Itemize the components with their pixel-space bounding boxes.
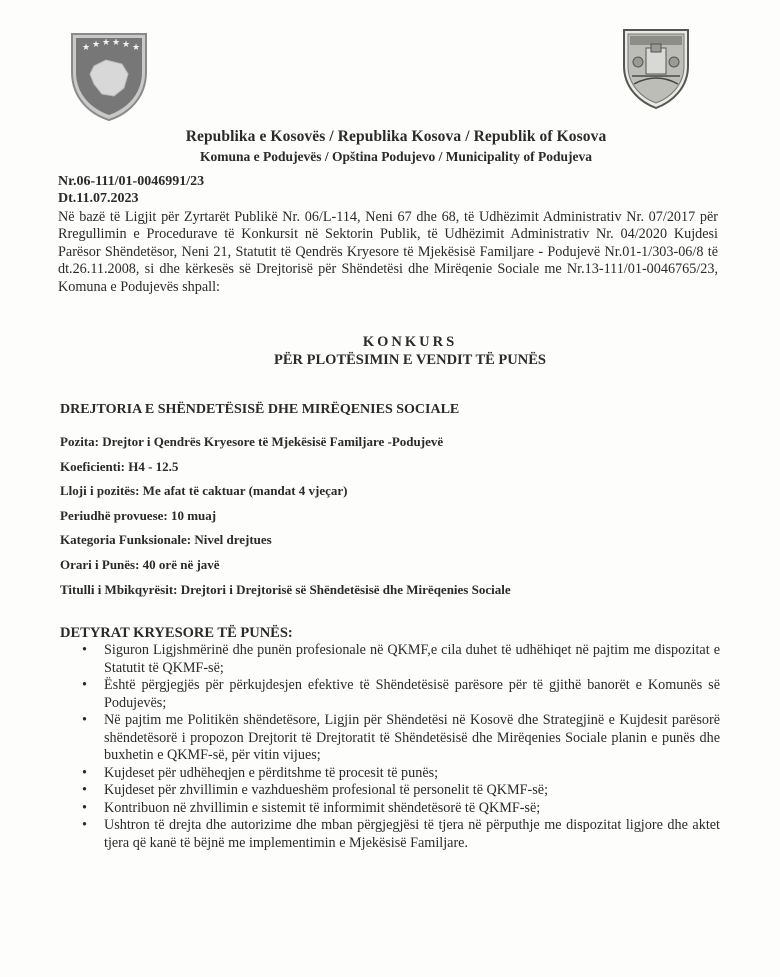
- duty-item: • Është përgjegjës për përkujdesjen efektive të Shëndetësisë parësore për të gjithë banorët e Komunës së Podujevës;: [80, 677, 720, 712]
- duty-item: • Në pajtim me Politikën shëndetësore, Ligjin për Shëndetësi në Kosovë dhe Strategjinë e Kujdesit parësorë shëndetësorë i propozon Drejtorit të Drejtoratit të Shëndetësisë dhe Mirëqenies Sociale planin e punës dhe buxhetin e QKMF-së, për vitin vijues;: [80, 712, 720, 765]
- konkurs-heading: [0, 333, 780, 369]
- reference-date: Dt.11.07.2023: [58, 191, 139, 206]
- intro-paragraph: Në bazë të Ligjit për Zyrtarët Publikë Nr. 06/L-114, Neni 67 dhe 68, të Udhëzimit Administrativ Nr. 07/2017 për Rregullimin e Procedurave të Konkursit në Sektorin Publik, të Udhëzimit Administrativ Nr. 04/2020 Kujdesi Parësor Shëndetësor, Neni 21, Statutit të Qendrës Kryesore të Mjekësisë Familjare - Podujevë Nr.01-1/303-06/8 të dt.26.11.2008, si dhe kërkesës së Drejtorisë për Shëndetësi dhe Mirëqenie Sociale me Nr.13-111/01-0046765/23, Komuna e Podujevës shpall:: [58, 209, 718, 295]
- field-position-type: Lloji i pozitës: Me afat të caktuar (mandat 4 vjeçar): [60, 483, 348, 499]
- document-header: [0, 128, 780, 165]
- duties-list: [80, 642, 720, 852]
- field-functional-category: Kategoria Funksionale: Nivel drejtues: [60, 532, 272, 548]
- field-supervisor-title: Titulli i Mbikqyrësit: Drejtori i Drejtorisë së Shëndetësisë dhe Mirëqenies Sociale: [60, 581, 511, 597]
- field-position: Pozita: Drejtor i Qendrës Kryesore të Mjekësisë Familjare -Podujevë: [60, 434, 444, 449]
- duty-item: • Kujdeset për udhëheqjen e përditshme të procesit të punës;: [80, 765, 720, 783]
- konkurs-title: KONKURS: [362, 334, 458, 350]
- duties-heading: DETYRAT KRYESORE TË PUNËS:: [60, 625, 293, 641]
- svg-text:★: ★: [82, 43, 91, 53]
- duty-item: • Ushtron të drejta dhe autorizime dhe mban përgjegjësi të tjera në përputhje me dispozitat ligjore dhe aktet tjera që kanë të bëjnë me implementimin e Mjekësisë Familjare.: [80, 817, 720, 852]
- document-reference: [58, 173, 204, 207]
- svg-text:★: ★: [92, 40, 101, 50]
- country-title: Republika e Kosovës / Republika Kosova / Republik of Kosova: [185, 128, 607, 145]
- field-work-hours: Orari i Punës: 40 orë në javë: [60, 556, 220, 572]
- svg-text:★: ★: [122, 40, 131, 50]
- reference-number: Nr.06-111/01-0046991/23: [58, 174, 205, 189]
- department-heading: DREJTORIA E SHËNDETËSISË DHE MIRËQENIES SOCIALE: [60, 402, 460, 417]
- svg-text:★: ★: [102, 38, 111, 48]
- field-coefficient: Koeficienti: H4 - 12.5: [60, 458, 179, 474]
- duty-item: • Kontribuon në zhvillimin e sistemit të informimit shëndetësorë të QKMF-së;: [80, 800, 720, 818]
- duty-item: • Siguron Ligjshmërinë dhe punën profesionale në QKMF,e cila duhet të udhëhiqet në pajtim me dispozitat e Statutit të QKMF-së;: [80, 642, 720, 677]
- kosovo-coat-of-arms-icon: [66, 28, 152, 124]
- svg-text:★: ★: [112, 38, 121, 48]
- municipality-title: Komuna e Podujevës / Opština Podujevo / Municipality of Podujeva: [200, 149, 592, 164]
- konkurs-subtitle: PËR PLOTËSIMIN E VENDIT TË PUNËS: [274, 352, 546, 368]
- duty-item: • Kujdeset për zhvillimin e vazhdueshëm profesional të personelit të QKMF-së;: [80, 782, 720, 800]
- podujeva-municipal-emblem-icon: [620, 26, 692, 112]
- svg-text:★: ★: [132, 43, 141, 53]
- field-probation-period: Periudhë provuese: 10 muaj: [60, 507, 217, 523]
- position-details: [60, 434, 511, 606]
